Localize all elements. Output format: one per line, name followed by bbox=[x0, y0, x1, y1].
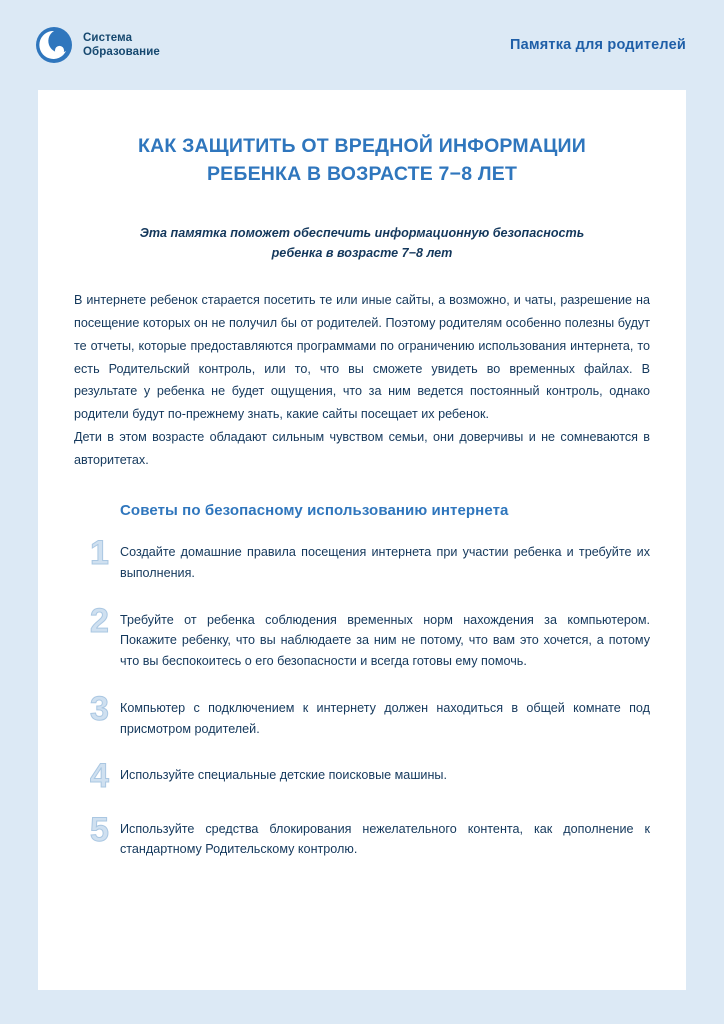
header-note: Памятка для родителей bbox=[509, 37, 686, 53]
list-item bbox=[74, 534, 650, 584]
list-item bbox=[74, 689, 650, 740]
brand bbox=[34, 25, 160, 65]
lead-line-2: ребенка в возрасте 7−8 лет bbox=[271, 245, 453, 260]
body-paragraph-1: В интернете ребенок старается посетить те или иные сайты, а возможно, и чаты, разрешение на посещение которых он не получил бы от родителей. Поэтому родителям особенно полезны будут те отчеты, которые предоставляются программами по ограничению использования интернета, то есть Родительский контроль, или то, что вы сможете увидеть во временных файлах. В результате у ребенка не будет ощущения, что за ним ведется постоянный контроль, однако родители будут по-прежнему знать, какие сайты посещает их ребенок. bbox=[74, 292, 650, 422]
brand-line-2: Образование bbox=[83, 46, 160, 58]
section-heading: Советы по безопасному использованию интернета bbox=[120, 502, 509, 520]
brand-line-1: Система bbox=[83, 31, 133, 44]
page-title-line-1: КАК ЗАЩИТИТЬ ОТ ВРЕДНОЙ ИНФОРМАЦИИ bbox=[138, 135, 586, 157]
tip-text: Создайте домашние правила посещения интернета при участии ребенка и требуйте их выполнения. bbox=[120, 545, 650, 580]
lead-paragraph bbox=[96, 223, 628, 263]
tip-text: Используйте специальные детские поисковые машины. bbox=[120, 768, 447, 783]
tip-number: 2 bbox=[90, 601, 109, 640]
body-paragraph-2: Дети в этом возрасте обладают сильным чувством семьи, они доверчивы и не сомневаются в авторитетах. bbox=[74, 430, 650, 468]
tip-number: 3 bbox=[90, 689, 109, 728]
document-sheet bbox=[38, 90, 686, 990]
tip-text: Требуйте от ребенка соблюдения временных норм нахождения за компьютером. Покажите ребенку, что вы наблюдаете за ним не потому, что вам это хочется, а потому что вы беспокоитесь о его безопасности и всегда готовы ему помочь. bbox=[120, 612, 650, 669]
list-item bbox=[74, 601, 650, 672]
tip-number: 1 bbox=[90, 534, 109, 573]
page-title bbox=[74, 132, 650, 189]
tip-number: 5 bbox=[90, 810, 109, 849]
tip-text: Используйте средства блокирования нежелательного контента, как дополнение к стандартному Родительскому контролю. bbox=[120, 821, 650, 857]
tip-number: 4 bbox=[90, 757, 109, 796]
circle-swirl-logo-icon bbox=[34, 25, 74, 65]
brand-text bbox=[83, 31, 160, 60]
list-item bbox=[74, 757, 650, 796]
tip-text: Компьютер с подключением к интернету должен находиться в общей комнате под присмотром родителей. bbox=[120, 700, 650, 736]
page-header bbox=[0, 0, 724, 90]
list-item bbox=[74, 810, 650, 861]
body-text bbox=[74, 289, 650, 472]
lead-line-1: Эта памятка поможет обеспечить информационную безопасность bbox=[139, 225, 585, 240]
tips-list bbox=[74, 534, 650, 860]
page-title-line-2: РЕБЕНКА В ВОЗРАСТЕ 7−8 ЛЕТ bbox=[206, 163, 518, 186]
